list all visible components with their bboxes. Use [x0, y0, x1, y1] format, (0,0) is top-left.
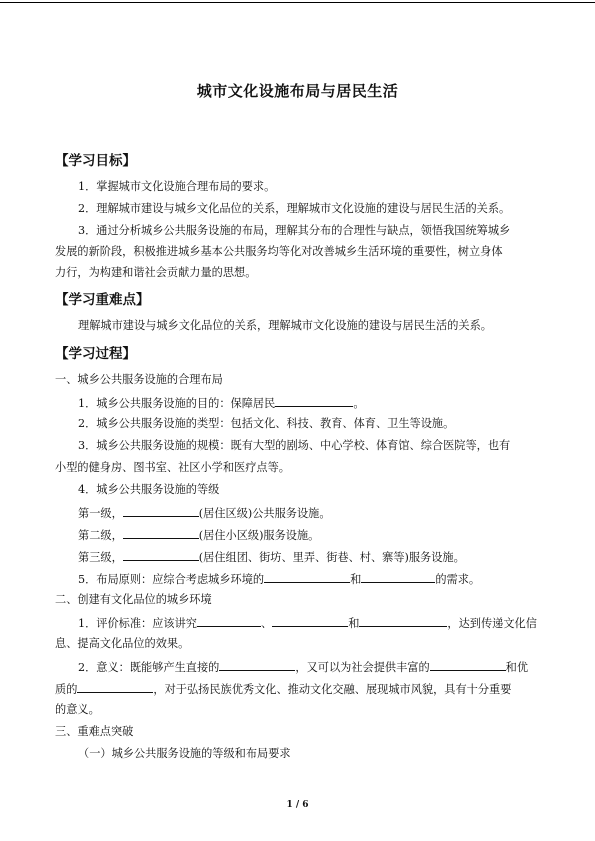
key-points-heading: 【学习重难点】 — [55, 292, 150, 308]
part-3-subtitle-1: （一）城乡公共服务设施的等级和布局要求 — [78, 747, 291, 760]
answer-blank[interactable] — [361, 570, 435, 583]
part-1-item-3-line-1: 3．城乡公共服务设施的规模：既有大型的剧场、中心学校、体育馆、综合医院等，也有 — [78, 439, 511, 452]
answer-blank[interactable] — [123, 526, 199, 539]
part-2-item-1-text: 1．评价标准：应该讲究 — [78, 617, 197, 630]
key-points-text: 理解城市建设与城乡文化品位的关系，理解城市文化设施的建设与居民生活的关系。 — [78, 319, 492, 332]
answer-blank[interactable] — [219, 658, 295, 671]
answer-blank[interactable] — [197, 614, 261, 627]
part-2-item-1-end: ，达到传递文化信 — [447, 617, 537, 630]
answer-blank[interactable] — [430, 658, 506, 671]
answer-blank[interactable] — [264, 570, 350, 583]
part-1-item-5 — [78, 570, 480, 587]
level-3-desc: (居住组团、街坊、里弄、街巷、村、寨等)服务设施。 — [198, 551, 465, 564]
level-1-line — [78, 504, 331, 521]
part-1-item-1 — [78, 394, 365, 411]
objective-item-3-line-2: 发展的新阶段，积极推进城乡基本公共服务均等化对改善城乡生活环境的重要性，树立身体 — [55, 245, 503, 258]
part-2-item-2-text: 2．意义：既能够产生直接的 — [78, 661, 220, 674]
part-2-item-2-end: 和优 — [505, 661, 529, 674]
part-2-item-2 — [78, 658, 528, 675]
top-rule — [0, 2, 595, 3]
part-2-item-1 — [78, 614, 537, 631]
part-1-item-4: 4．城乡公共服务设施的等级 — [78, 483, 220, 496]
part-1-item-5-and: 和 — [350, 573, 362, 586]
level-2-label: 第二级， — [78, 529, 123, 542]
objectives-heading: 【学习目标】 — [55, 153, 136, 169]
part-2-item-2-line-2-start: 质的 — [55, 683, 78, 696]
answer-blank[interactable] — [123, 548, 199, 561]
part-1-title: 一、城乡公共服务设施的合理布局 — [55, 373, 223, 386]
objective-item-3-line-1: 3．通过分析城乡公共服务设施的布局，理解其分布的合理性与缺点，领悟我国统筹城乡 — [78, 224, 511, 237]
part-2-item-1-line-2: 息、提高文化品位的效果。 — [55, 637, 190, 650]
part-2-item-2-line-2 — [55, 680, 511, 697]
level-3-line — [78, 548, 465, 565]
objective-item-3-line-3: 力行，为构建和谐社会贡献力量的思想。 — [55, 266, 257, 279]
part-2-item-2-line-3: 的意义。 — [55, 703, 100, 716]
answer-blank[interactable] — [272, 614, 348, 627]
part-2-title: 二、创建有文化品位的城乡环境 — [55, 593, 212, 606]
page-number: 1 / 6 — [286, 800, 309, 810]
level-2-desc: (居住小区级)服务设施。 — [198, 529, 320, 542]
part-2-item-1-sep1: 、 — [261, 617, 273, 630]
answer-blank[interactable] — [77, 680, 153, 693]
level-3-label: 第三级， — [78, 551, 123, 564]
answer-blank[interactable] — [275, 394, 353, 407]
part-1-item-5-text: 5．布局原则：应综合考虑城乡环境的 — [78, 573, 265, 586]
objective-item-2: 2．理解城市建设与城乡文化品位的关系，理解城市文化设施的建设与居民生活的关系。 — [78, 202, 511, 215]
part-3-title: 三、重难点突破 — [55, 725, 134, 738]
level-1-label: 第一级， — [78, 507, 123, 520]
answer-blank[interactable] — [123, 504, 199, 517]
answer-blank[interactable] — [359, 614, 447, 627]
level-2-line — [78, 526, 319, 543]
part-1-item-2: 2．城乡公共服务设施的类型：包括文化、科技、教育、体育、卫生等设施。 — [78, 417, 455, 430]
process-heading: 【学习过程】 — [55, 346, 136, 362]
objective-item-1: 1．掌握城市文化设施合理布局的要求。 — [78, 180, 276, 193]
part-1-item-1-end: 。 — [353, 397, 365, 410]
part-2-item-2-line-2-end: ，对于弘扬民族优秀文化、推动文化交融、展现城市风貌，具有十分重要 — [153, 683, 512, 696]
part-1-item-1-text: 1．城乡公共服务设施的目的：保障居民 — [78, 397, 276, 410]
part-1-item-5-end: 的需求。 — [435, 573, 481, 586]
part-2-item-2-mid: ，又可以为社会提供丰富的 — [295, 661, 430, 674]
level-1-desc: (居住区级)公共服务设施。 — [198, 507, 331, 520]
page-title: 城市文化设施布局与居民生活 — [196, 82, 399, 100]
part-2-item-1-sep2: 和 — [348, 617, 360, 630]
part-1-item-3-line-2: 小型的健身房、图书室、社区小学和医疗点等。 — [55, 461, 290, 474]
